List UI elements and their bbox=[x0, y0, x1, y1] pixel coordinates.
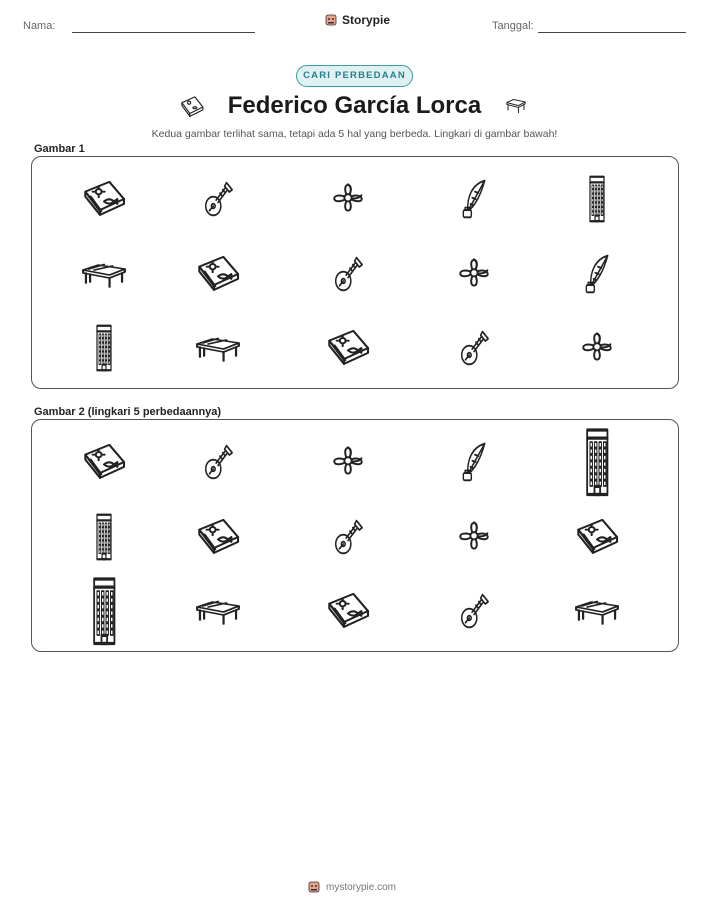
table-icon bbox=[193, 330, 243, 366]
table-icon bbox=[79, 256, 129, 292]
building-icon[interactable] bbox=[90, 512, 118, 562]
flower-icon bbox=[326, 177, 370, 221]
book-icon[interactable] bbox=[194, 515, 242, 559]
date-field-line[interactable] bbox=[538, 32, 686, 33]
guitar-icon bbox=[457, 327, 491, 369]
guitar-icon bbox=[331, 253, 365, 295]
building-icon[interactable] bbox=[84, 575, 125, 648]
guitar-icon[interactable] bbox=[331, 516, 365, 558]
instructions: Kedua gambar terlihat sama, tetapi ada 5 hal yang berbeda. Lingkari di gambar bawah! bbox=[151, 128, 558, 140]
quill-icon[interactable] bbox=[458, 440, 490, 484]
book-icon bbox=[194, 252, 242, 296]
quill-icon bbox=[458, 177, 490, 221]
name-label: Nama: bbox=[23, 20, 56, 32]
quill-icon bbox=[581, 252, 613, 296]
building-icon bbox=[583, 174, 611, 224]
book-icon[interactable] bbox=[80, 440, 128, 484]
book-icon[interactable] bbox=[573, 515, 621, 559]
building-icon bbox=[90, 323, 118, 373]
table-icon[interactable] bbox=[572, 593, 622, 629]
storypie-logo bbox=[324, 13, 390, 27]
flower-icon[interactable] bbox=[452, 515, 496, 559]
table-icon bbox=[500, 94, 532, 116]
table-icon[interactable] bbox=[193, 593, 243, 629]
book-icon bbox=[80, 177, 128, 221]
picture-1-panel bbox=[31, 156, 679, 389]
storypie-mascot-icon bbox=[324, 13, 338, 27]
picture-2-panel[interactable] bbox=[31, 419, 679, 652]
footer-url: mystorypie.com bbox=[326, 881, 397, 893]
book-icon bbox=[324, 326, 372, 370]
date-label: Tanggal: bbox=[492, 20, 534, 32]
building-icon[interactable] bbox=[577, 426, 618, 499]
picture-2-label: Gambar 2 (lingkari 5 perbedaannya) bbox=[34, 406, 222, 418]
brand-name: Storypie bbox=[342, 13, 391, 27]
book-icon[interactable] bbox=[324, 589, 372, 633]
guitar-icon[interactable] bbox=[457, 590, 491, 632]
storypie-mascot-icon bbox=[307, 880, 321, 894]
guitar-icon[interactable] bbox=[201, 441, 235, 483]
name-field-line[interactable] bbox=[72, 32, 255, 33]
flower-icon bbox=[575, 326, 619, 370]
flower-icon[interactable] bbox=[326, 440, 370, 484]
guitar-icon bbox=[201, 178, 235, 220]
activity-badge: CARI PERBEDAAN bbox=[296, 65, 413, 87]
page-title: Federico García Lorca bbox=[227, 92, 482, 119]
footer bbox=[307, 880, 396, 894]
picture-1-label: Gambar 1 bbox=[34, 143, 85, 155]
flower-icon bbox=[452, 252, 496, 296]
